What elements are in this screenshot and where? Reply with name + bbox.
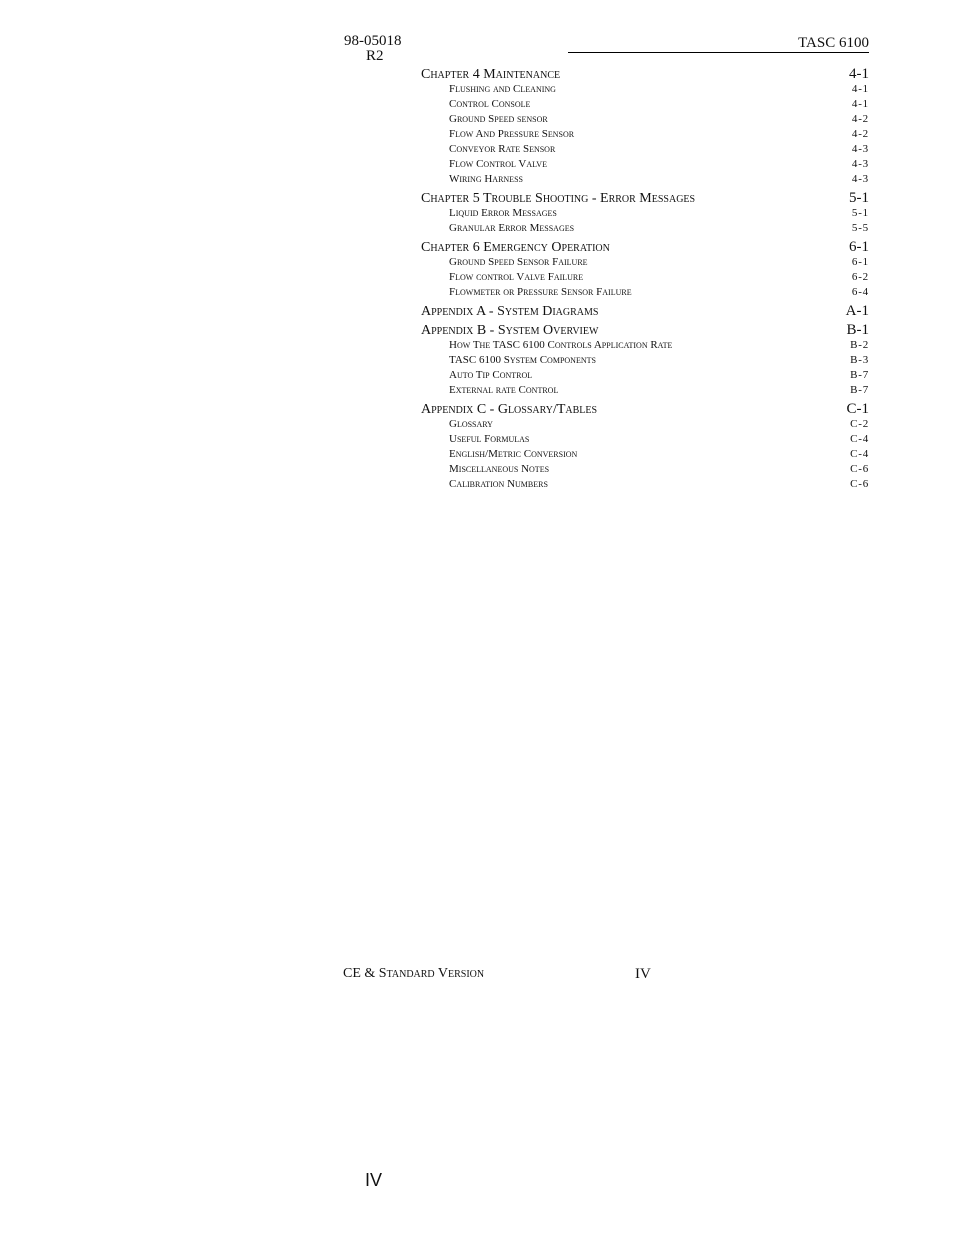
toc-entry-page: 4-3 xyxy=(851,143,869,155)
toc-section-entry[interactable] xyxy=(421,285,869,300)
toc-entry-title: Flushing and Cleaning xyxy=(449,83,556,95)
toc-entry-title: Chapter 5 Trouble Shooting - Error Messages xyxy=(421,191,696,206)
toc-entry-page: B-2 xyxy=(850,339,869,351)
toc-chapter-entry[interactable] xyxy=(421,66,869,82)
toc-entry-page: 4-1 xyxy=(849,66,869,82)
toc-entry-page: 4-3 xyxy=(851,158,869,170)
toc-entry-page: C-4 xyxy=(850,433,869,445)
toc-entry-title: English/Metric Conversion xyxy=(449,448,578,460)
toc-entry-title: Conveyor Rate Sensor xyxy=(449,143,556,155)
toc-section-entry[interactable] xyxy=(421,447,869,462)
toc-section-entry[interactable] xyxy=(421,477,869,492)
toc-entry-title: Control Console xyxy=(449,98,531,110)
header-rule xyxy=(568,52,869,53)
toc-entry-page: 4-2 xyxy=(851,113,869,125)
toc-entry-title: Appendix B - System Overview xyxy=(421,323,599,338)
toc-entry-page: C-4 xyxy=(850,448,869,460)
toc-section-entry[interactable] xyxy=(421,172,869,187)
toc-entry-page: B-7 xyxy=(850,384,869,396)
toc-entry-page: 4-2 xyxy=(851,128,869,140)
toc-entry-page: C-1 xyxy=(846,401,869,417)
toc-chapter-entry[interactable] xyxy=(421,190,869,206)
toc-chapter-entry[interactable] xyxy=(421,303,869,319)
toc-entry-title: Wiring Harness xyxy=(449,173,523,185)
toc-entry-page: B-1 xyxy=(846,322,869,338)
toc-entry-title: Auto Tip Control xyxy=(449,369,533,381)
toc-section-entry[interactable] xyxy=(421,368,869,383)
toc-section-entry[interactable] xyxy=(421,338,869,353)
toc-entry-title: Ground Speed sensor xyxy=(449,113,548,125)
toc-chapter-entry[interactable] xyxy=(421,322,869,338)
toc-section-entry[interactable] xyxy=(421,112,869,127)
toc-entry-title: Miscellaneous Notes xyxy=(449,463,550,475)
toc-entry-page: 4-1 xyxy=(851,83,869,95)
toc-entry-page: 6-4 xyxy=(851,286,869,298)
toc-entry-page: 4-1 xyxy=(851,98,869,110)
product-name: TASC 6100 xyxy=(798,35,869,51)
toc-entry-title: Chapter 6 Emergency Operation xyxy=(421,240,610,255)
toc-section-entry[interactable] xyxy=(421,82,869,97)
toc-entry-title: TASC 6100 System Components xyxy=(449,354,596,366)
toc-chapter-entry[interactable] xyxy=(421,401,869,417)
toc-entry-page: C-6 xyxy=(850,463,869,475)
page-marker: IV xyxy=(365,1170,383,1190)
toc-entry-page: 5-5 xyxy=(851,222,869,234)
toc-entry-title: Glossary xyxy=(449,418,493,430)
toc-entry-title: Calibration Numbers xyxy=(449,478,548,490)
toc-section-entry[interactable] xyxy=(421,142,869,157)
toc-entry-page: 6-1 xyxy=(849,239,869,255)
toc-entry-page: C-6 xyxy=(850,478,869,490)
toc-section-entry[interactable] xyxy=(421,157,869,172)
toc-entry-title: Chapter 4 Maintenance xyxy=(421,67,561,82)
toc-entry-title: Liquid Error Messages xyxy=(449,207,557,219)
table-of-contents xyxy=(421,66,869,492)
toc-entry-title: Granular Error Messages xyxy=(449,222,575,234)
toc-entry-title: Useful Formulas xyxy=(449,433,530,445)
toc-entry-title: External rate Control xyxy=(449,384,559,396)
footer-page-number: IV xyxy=(635,966,651,982)
toc-section-entry[interactable] xyxy=(421,127,869,142)
toc-entry-title: Ground Speed Sensor Failure xyxy=(449,256,588,268)
toc-entry-page: 6-2 xyxy=(851,271,869,283)
toc-chapter-entry[interactable] xyxy=(421,239,869,255)
toc-section-entry[interactable] xyxy=(421,432,869,447)
toc-entry-page: 5-1 xyxy=(849,190,869,206)
toc-entry-page: B-3 xyxy=(850,354,869,366)
revision-label: R2 xyxy=(366,48,384,64)
document-number: 98-05018 xyxy=(344,33,402,49)
toc-entry-page: C-2 xyxy=(850,418,869,430)
toc-section-entry[interactable] xyxy=(421,206,869,221)
toc-entry-page: 5-1 xyxy=(851,207,869,219)
toc-entry-page: A-1 xyxy=(845,303,869,319)
toc-entry-page: 4-3 xyxy=(851,173,869,185)
toc-section-entry[interactable] xyxy=(421,270,869,285)
toc-entry-title: Flow And Pressure Sensor xyxy=(449,128,575,140)
toc-section-entry[interactable] xyxy=(421,462,869,477)
toc-entry-title: Flow Control Valve xyxy=(449,158,547,170)
toc-entry-page: 6-1 xyxy=(851,256,869,268)
toc-entry-page: B-7 xyxy=(850,369,869,381)
footer-version: CE & Standard Version xyxy=(343,966,485,981)
toc-entry-title: Appendix A - System Diagrams xyxy=(421,304,599,319)
toc-section-entry[interactable] xyxy=(421,353,869,368)
toc-section-entry[interactable] xyxy=(421,255,869,270)
toc-entry-title: How The TASC 6100 Controls Application Rate xyxy=(449,339,673,351)
toc-entry-title: Flowmeter or Pressure Sensor Failure xyxy=(449,286,632,298)
toc-entry-title: Appendix C - Glossary/Tables xyxy=(421,402,598,417)
toc-entry-title: Flow control Valve Failure xyxy=(449,271,584,283)
toc-section-entry[interactable] xyxy=(421,383,869,398)
toc-section-entry[interactable] xyxy=(421,221,869,236)
toc-section-entry[interactable] xyxy=(421,417,869,432)
toc-section-entry[interactable] xyxy=(421,97,869,112)
